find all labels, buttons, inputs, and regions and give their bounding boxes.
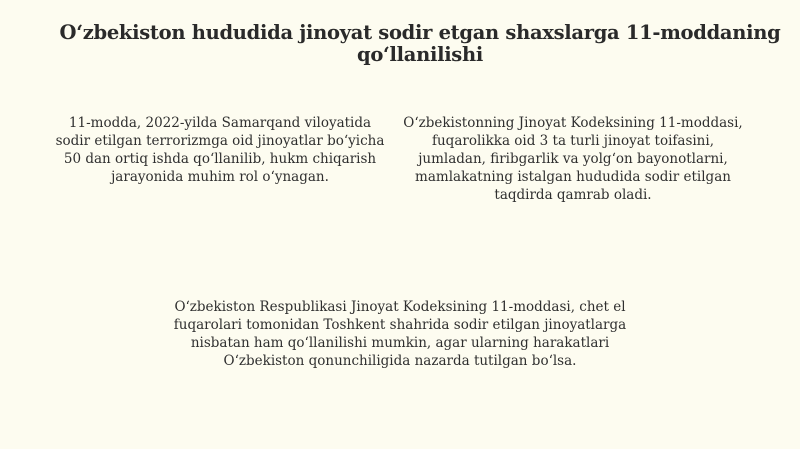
slide-title: O‘zbekiston hududida jinoyat sodir etgan shaxslarga 11-moddaning qo‘llanilishi xyxy=(59,21,781,66)
paragraph-right: O‘zbekistonning Jinoyat Kodeksining 11-moddasi, fuqarolikka oid 3 ta turli jinoyat toifasini, jumladan, firibgarlik va yolg‘on bayonotlarni, mamlakatning istalgan hududida sodir etilgan taqdirda qamrab oladi. xyxy=(403,115,743,203)
paragraph-bottom: O‘zbekiston Respublikasi Jinoyat Kodeksining 11-moddasi, chet el fuqarolari tomonidan Toshkent shahrida sodir etilgan jinoyatlarga nisbatan ham qo‘llanilishi mumkin, agar ularning harakatlari O‘zbekiston qonunchiligida nazarda tutilgan bo‘lsa. xyxy=(173,299,627,369)
paragraph-left: 11-modda, 2022-yilda Samarqand viloyatida sodir etilgan terrorizmga oid jinoyatlar bo‘yicha 50 dan ortiq ishda qo‘llanilib, hukm chiqarish jarayonida muhim rol o‘ynagan. xyxy=(55,115,385,185)
